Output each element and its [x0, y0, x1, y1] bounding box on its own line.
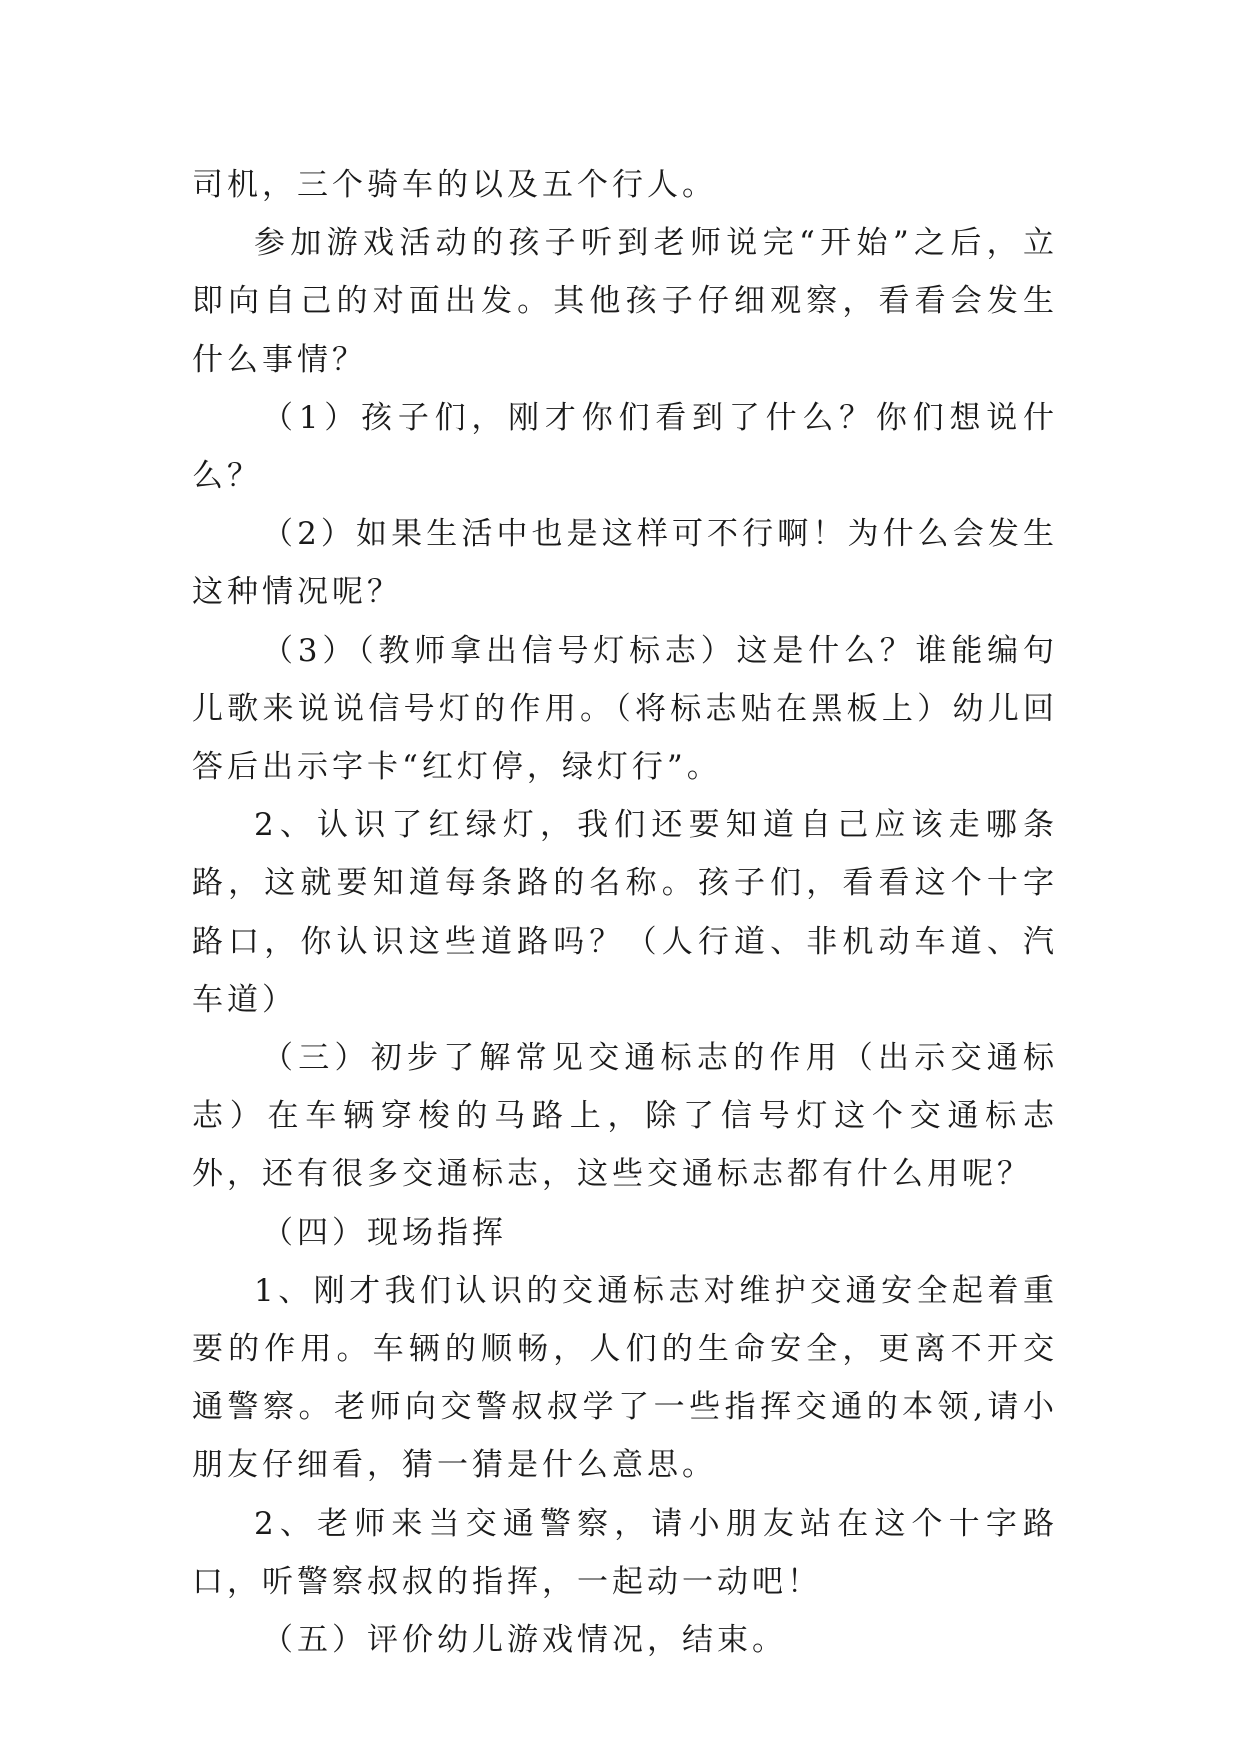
paragraph-10: 2、老师来当交通警察，请小朋友站在这个十字路口，听警察叔叔的指挥，一起动一动吧！ [192, 1505, 1058, 1600]
paragraph-3: （1）孩子们，刚才你们看到了什么？你们想说什么？ [192, 399, 1058, 495]
paragraph-4: （2）如果生活中也是这样可不行啊！为什么会发生这种情况呢？ [192, 516, 1058, 611]
paragraph-7: （三）初步了解常见交通标志的作用（出示交通标志）在车辆穿梭的马路上，除了信号灯这个交通标志外，还有很多交通标志，这些交通标志都有什么用呢？ [192, 1040, 1058, 1193]
paragraph-6: 2、认识了红绿灯，我们还要知道自己应该走哪条路，这就要知道每条路的名称。孩子们，看看这个十字路口，你认识这些道路吗？（人行道、非机动车道、汽车道） [192, 807, 1058, 1018]
document-body [192, 156, 1058, 1669]
paragraph-5: （3）（教师拿出信号灯标志）这是什么？谁能编句儿歌来说说信号灯的作用。（将标志贴在黑板上）幼儿回答后出示字卡“红灯停，绿灯行”。 [192, 632, 1058, 786]
paragraph-2: 参加游戏活动的孩子听到老师说完“开始”之后，立即向自己的对面出发。其他孩子仔细观察，看看会发生什么事情？ [192, 225, 1058, 378]
paragraph-8: （四）现场指挥 [262, 1214, 507, 1251]
paragraph-9: 1、刚才我们认识的交通标志对维护交通安全起着重要的作用。车辆的顺畅，人们的生命安全，更离不开交通警察。老师向交警叔叔学了一些指挥交通的本领,请小朋友仔细看，猜一猜是什么意思。 [192, 1272, 1058, 1484]
paragraph-11: （五）评价幼儿游戏情况，结束。 [262, 1622, 787, 1659]
paragraph-1: 司机，三个骑车的以及五个行人。 [192, 167, 717, 203]
